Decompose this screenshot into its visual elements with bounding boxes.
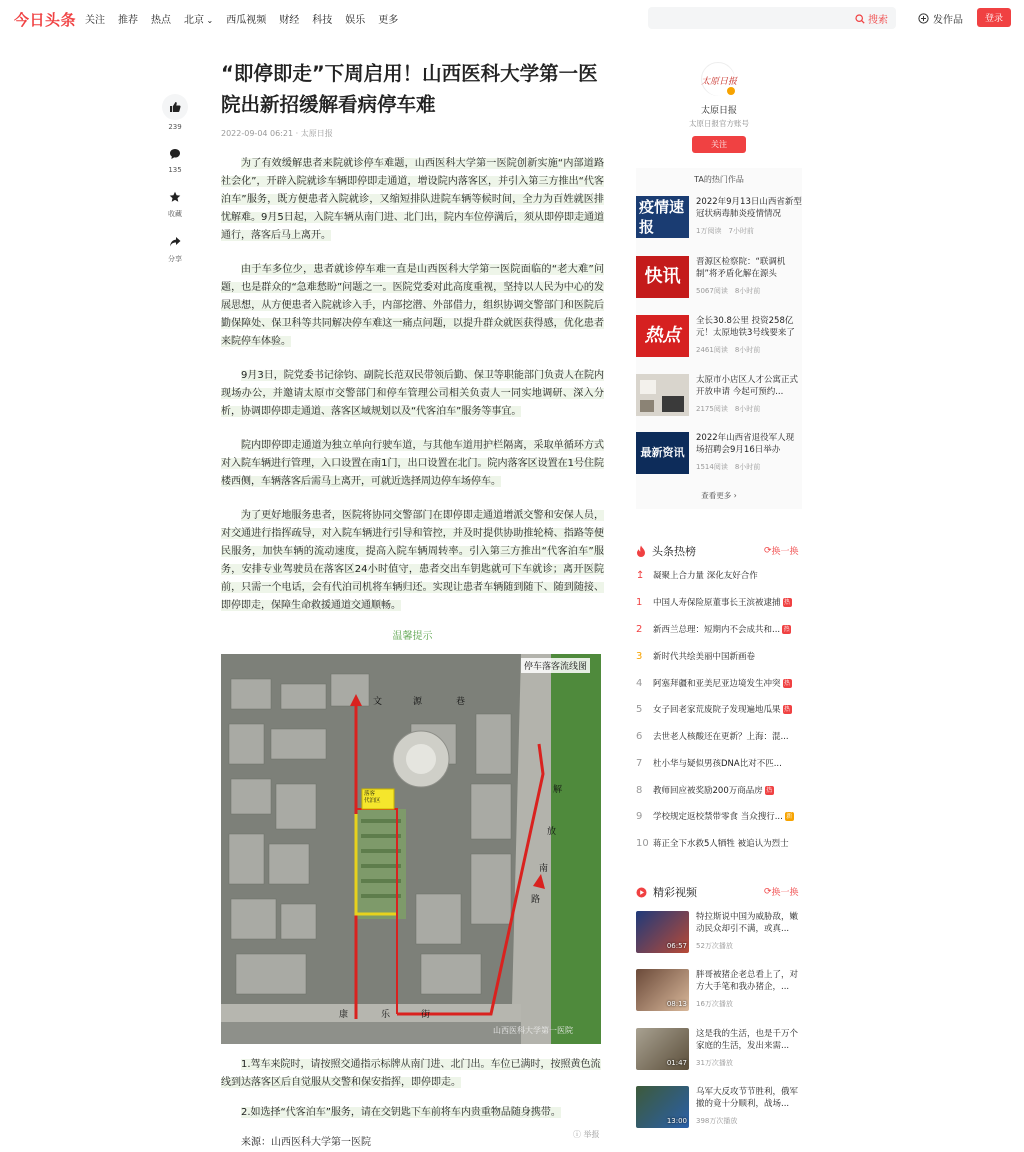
login-button[interactable]: 登录 [977, 8, 1011, 27]
follow-button[interactable]: 关注 [692, 136, 746, 153]
hot-badge: 热 [784, 598, 791, 606]
map-illustration [221, 654, 601, 1044]
rank-num: 5 [636, 703, 643, 715]
street-label-right-2: 放 [547, 827, 557, 837]
hot-list-refresh-button[interactable] [764, 544, 799, 557]
avatar-text: 太原日报 [700, 77, 738, 87]
hot-badge: 热 [783, 625, 790, 633]
search-button[interactable] [855, 11, 888, 26]
nav-beijing[interactable]: 北京 ⌄ [184, 11, 213, 26]
video-views: 52万次播放 [696, 942, 733, 950]
publish-label: 发作品 [933, 15, 963, 26]
video-duration: 08:13 [666, 1000, 687, 1008]
refresh-label: 换一换 [771, 888, 799, 898]
article-meta: 2022-09-04 06:21 · 太原日报 [221, 129, 333, 138]
play-circle-icon [636, 887, 647, 898]
work-views: 2175阅读 [696, 405, 728, 413]
thumb-text: 最新资讯 [640, 446, 685, 459]
paragraph-text: 为了有效缓解患者来院就诊停车难题，山西医科大学第一医院创新实施“内部道路社会化”，开辟入院就诊车辆即停即走通道，增设院内落客区，并引入第三方推出“代客泊车”服务，既方便患者入院就诊，又缩短排队进院车辆等候时间，全力为百姓就医排忧解难。9月5日起，入院车辆从南门进、北门出，院内车位停满后，须从即停即走通道通行，落客后马上离开。 [221, 158, 604, 241]
hot-works [636, 168, 802, 509]
video-views: 31万次播放 [696, 1059, 733, 1067]
video-title: 乌军大反攻节节胜利，俄军撤的竟十分顺利，战场... [696, 1087, 799, 1109]
videos-title [636, 884, 697, 900]
list-item[interactable] [636, 432, 802, 476]
work-title: 全长30.8公里 投资258亿元！太原地铁3号线要来了 [696, 316, 795, 338]
street-label-top-3: 巷 [456, 697, 466, 707]
nav-hot[interactable]: 热点 [151, 15, 171, 26]
like-count: 239 [168, 123, 182, 131]
star-icon [169, 191, 181, 203]
work-meta [696, 404, 760, 414]
work-views: 1514阅读 [696, 463, 728, 471]
street-label-right-4: 路 [531, 895, 541, 905]
work-thumb [636, 256, 689, 298]
list-item[interactable] [636, 256, 802, 300]
article-paragraph [221, 155, 604, 245]
collect-wrap [162, 188, 188, 206]
work-time: 8小时前 [734, 287, 761, 295]
rank-text: 中国人寿保险原董事长王滨被逮捕 [653, 598, 781, 608]
video-item[interactable] [636, 1028, 806, 1072]
hot-list-label: 头条热榜 [652, 545, 696, 558]
pin-icon: ↥ [636, 569, 645, 581]
hot-list-item[interactable] [636, 730, 806, 742]
video-views: 16万次播放 [696, 1000, 733, 1008]
hot-list-title [636, 543, 696, 559]
rank-text: 学校规定返校禁带零食 当众搜行... [653, 812, 783, 822]
parking-flow-map[interactable] [221, 654, 601, 1044]
hot-badge: 热 [784, 679, 791, 687]
street-label-bottom-1: 康 [339, 1010, 349, 1020]
map-watermark: 山西医科大学第一医院 [493, 1026, 573, 1035]
work-time: 7小时前 [728, 227, 754, 235]
work-time: 8小时前 [734, 346, 761, 354]
street-label-bottom-2: 乐 [381, 1010, 391, 1020]
logo[interactable]: 今日头条 [14, 11, 77, 29]
article-paragraph [221, 437, 604, 491]
hot-list-item[interactable] [636, 810, 806, 822]
comment-icon [169, 148, 181, 160]
chevron-right-icon: › [733, 491, 737, 500]
street-label-bottom-3: 街 [421, 1010, 431, 1020]
top-bar [0, 0, 1024, 36]
collect-button[interactable] [160, 188, 190, 219]
like-button[interactable] [160, 94, 190, 131]
street-label-right-1: 解 [553, 785, 563, 795]
paragraph-text: 为了更好地服务患者，医院将协同交警部门在即停即走通道增派交警和安保人员，对交通进行指挥疏导，对入院车辆进行引导和管控，并及时提供协助推轮椅、指路等便民服务，加快车辆的流动速度，提高入院车辆周转率。引入第三方推出“代客泊车”服务，安排专业驾驶员在落客区24小时值守，患者交出车钥匙就可下车就诊；离开医院前，只需一个电话，会有代泊司机将车辆归还。实现让患者车辆随到随下、随到随接、即停即走，保障生命救援通道交通顺畅。 [221, 510, 604, 611]
work-time: 8小时前 [734, 405, 761, 413]
flame-icon [636, 545, 646, 557]
hot-badge: 热 [784, 705, 791, 713]
author-name[interactable]: 太原日报 [700, 106, 737, 116]
rank-text: 女子回老家荒废院子发现遍地瓜果 [653, 705, 781, 715]
article-paragraph [221, 1056, 604, 1092]
rank-text: 凝聚上合力量 深化友好合作 [653, 571, 758, 581]
rank-num: 2 [636, 623, 643, 635]
search-label: 搜索 [868, 15, 888, 26]
rank-text: 杜小华与疑似男孩DNA比对不匹... [653, 759, 782, 769]
rank-num: 10 [636, 837, 649, 849]
work-meta [696, 345, 760, 355]
work-title: 太原市小店区人才公寓正式开放申请 今起可预约... [696, 375, 799, 397]
see-more-link[interactable] [636, 490, 802, 501]
nav-tech[interactable]: 科技 [312, 15, 333, 26]
hot-list-item[interactable] [636, 623, 806, 635]
list-item[interactable] [636, 374, 802, 418]
videos-refresh-button[interactable] [764, 885, 799, 898]
article-paragraph [221, 1104, 604, 1122]
hot-list-item[interactable] [636, 677, 806, 689]
nav-follow[interactable]: 关注 [85, 15, 105, 26]
work-views: 5067阅读 [696, 287, 728, 295]
plus-circle-icon [918, 13, 929, 24]
action-bar [160, 94, 190, 278]
thumbs-up-icon [169, 101, 181, 113]
paragraph-text: 院内即停即走通道为独立单向行驶车道，与其他车道用护栏隔离，采取单循环方式对入院车辆进行管理，入口设置在南1门，出口设置在北门。院内落客区设置在1号住院楼西侧，车辆落客后需马上离开，可就近选择周边停车场停车。 [221, 440, 604, 487]
hot-works-title: TA的热门作品 [694, 175, 744, 184]
rank-num: 7 [636, 757, 643, 769]
video-thumb [636, 911, 689, 953]
see-more-label: 查看更多 [701, 491, 732, 500]
work-title: 2022年9月13日山西省新型冠状病毒肺炎疫情情况 [696, 197, 802, 219]
refresh-icon: ⟳ [764, 886, 772, 897]
rank-text: 蒋正全下水救5人牺牲 被追认为烈士 [653, 839, 789, 849]
hot-list-item[interactable] [636, 837, 806, 849]
comment-count: 135 [168, 166, 182, 174]
article-paragraph [221, 367, 604, 421]
rank-text: 新西兰总理：短期内不会成共和... [653, 625, 781, 635]
nav-more[interactable]: 更多 [378, 15, 399, 26]
hot-list-item[interactable] [636, 650, 806, 662]
hot-list-item[interactable] [636, 703, 806, 715]
video-title: 这是我的生活，也是千万个家庭的生活，发出来需... [696, 1029, 799, 1051]
article-paragraph [221, 261, 604, 351]
article-title: “即停即走”下周启用！山西医科大学第一医院出新招缓解看病停车难 [221, 62, 598, 116]
refresh-label: 换一换 [771, 547, 799, 557]
hot-badge: 热 [766, 786, 773, 794]
rank-num: 8 [636, 784, 643, 796]
room-photo [636, 374, 689, 416]
list-item[interactable] [636, 315, 802, 359]
avatar[interactable] [700, 62, 738, 96]
rank-num: 3 [636, 650, 643, 662]
share-icon [169, 236, 181, 248]
video-duration: 13:00 [666, 1117, 687, 1125]
street-label-top-1: 文 [373, 697, 383, 707]
thumb-text: 快讯 [644, 266, 681, 287]
collect-label: 收藏 [168, 210, 182, 218]
hot-list-pinned[interactable] [636, 569, 806, 581]
article-paragraph [221, 507, 604, 615]
list-item[interactable] [636, 196, 802, 240]
rank-text: 教师回应被奖励200万商品房 [653, 786, 763, 796]
like-circle [162, 94, 188, 120]
work-thumb [636, 196, 689, 238]
nav-finance[interactable]: 财经 [279, 15, 300, 26]
video-item[interactable] [636, 969, 806, 1013]
video-item[interactable] [636, 911, 806, 955]
hot-list-item[interactable] [636, 784, 806, 796]
work-views: 1万阅读 [696, 227, 722, 235]
comment-button[interactable] [160, 145, 190, 174]
paragraph-text: 2.如选择“代客泊车”服务，请在交钥匙下车前将车内贵重物品随身携带。 [241, 1107, 561, 1118]
share-button[interactable] [160, 233, 190, 264]
work-thumb [636, 432, 689, 474]
nav-xigua[interactable]: 西瓜视频 [226, 15, 267, 26]
report-label: 举报 [583, 1130, 600, 1139]
article [221, 58, 604, 1152]
author-desc: 太原日报官方账号 [689, 119, 749, 128]
search-icon [855, 14, 865, 24]
video-title: 特拉斯说中国为威胁敌，嫩动民众却引不满，或真... [696, 912, 799, 934]
refresh-icon: ⟳ [764, 545, 772, 556]
work-time: 8小时前 [734, 463, 761, 471]
video-thumb [636, 1028, 689, 1070]
top-nav [85, 11, 411, 26]
rank-num: 1 [636, 596, 643, 608]
work-thumb [636, 374, 689, 416]
comment-wrap [162, 145, 188, 163]
rank-num: 9 [636, 810, 643, 822]
share-label: 分享 [168, 255, 182, 263]
video-views: 398万次播放 [696, 1117, 738, 1125]
paragraph-text: 9月3日，院党委书记徐钧、副院长范双民带领后勤、保卫等职能部门负责人在院内现场办公，并邀请太原市交警部门和停车管理公司相关负责人一同实地调研、深入分析，协调即停即走通道、落客区域规划以及“代客泊车”服务等事宜。 [221, 370, 604, 417]
work-thumb [636, 315, 689, 357]
work-title: 2022年山西省退役军人现场招聘会9月16日举办 [696, 433, 795, 455]
rank-num: 4 [636, 677, 643, 689]
article-source: 来源：山西医科大学第一医院 [241, 1137, 371, 1148]
report-button[interactable]: ⓘ 举报 [573, 1130, 600, 1139]
drop-off-zone-label: 落客 代泊区 [364, 791, 381, 804]
video-duration: 06:57 [666, 942, 687, 950]
work-views: 2461阅读 [696, 346, 728, 354]
warm-tip: 温馨提示 [392, 631, 433, 642]
work-meta [696, 462, 760, 472]
hot-list-item[interactable] [636, 596, 806, 608]
rank-text: 新时代共绘美丽中国新画卷 [653, 652, 756, 662]
new-badge: 新 [786, 812, 793, 820]
video-duration: 01:47 [666, 1059, 687, 1067]
street-label-right-3: 南 [539, 864, 549, 874]
author-logo [702, 63, 736, 97]
street-label-top-2: 源 [413, 697, 423, 707]
video-thumb [636, 969, 689, 1011]
thumb-text: 疫情速报 [639, 198, 685, 236]
video-thumb [636, 1086, 689, 1128]
search-input[interactable] [648, 7, 896, 29]
thumb-text: 热点 [644, 325, 681, 346]
rank-text: 去世老人核酸还在更新？上海：混... [653, 732, 789, 742]
video-item[interactable] [636, 1086, 806, 1130]
nav-recommend[interactable]: 推荐 [118, 15, 138, 26]
rank-text: 阿塞拜疆和亚美尼亚边境发生冲突 [653, 679, 781, 689]
videos-label: 精彩视频 [653, 886, 697, 899]
nav-ent[interactable]: 娱乐 [345, 15, 366, 26]
work-meta [696, 226, 754, 236]
publish-button[interactable] [918, 11, 963, 26]
paragraph-text: 1.驾车来院时，请按照交通指示标牌从南门进、北门出。车位已满时，按照黄色流线到达落客区后自觉服从交警和保安指挥，即停即走。 [221, 1059, 601, 1088]
rank-num: 6 [636, 730, 643, 742]
work-title: 晋源区检察院：“联调机制”将矛盾化解在源头 [696, 257, 786, 279]
paragraph-text: 由于车多位少，患者就诊停车难一直是山西医科大学第一医院面临的“老大难”问题，也是群众的“急难愁盼”问题之一。医院党委对此高度重视，坚持以人民为中心的发展思想，从方便患者入院就诊入手，内部挖潜、外部借力，组织协调交警部门和医院后勤保障处、保卫科等共同解决停车难这一痛点问题，以提升群众就医获得感，优化患者来院停车体验。 [221, 264, 604, 347]
video-title: 胖哥被猪企老总看上了，对方大手笔和我办猪企，... [696, 970, 799, 992]
share-wrap [162, 233, 188, 251]
hot-list-item[interactable] [636, 757, 806, 769]
map-caption: 停车落客流线图 [521, 658, 590, 673]
work-meta [696, 286, 760, 296]
